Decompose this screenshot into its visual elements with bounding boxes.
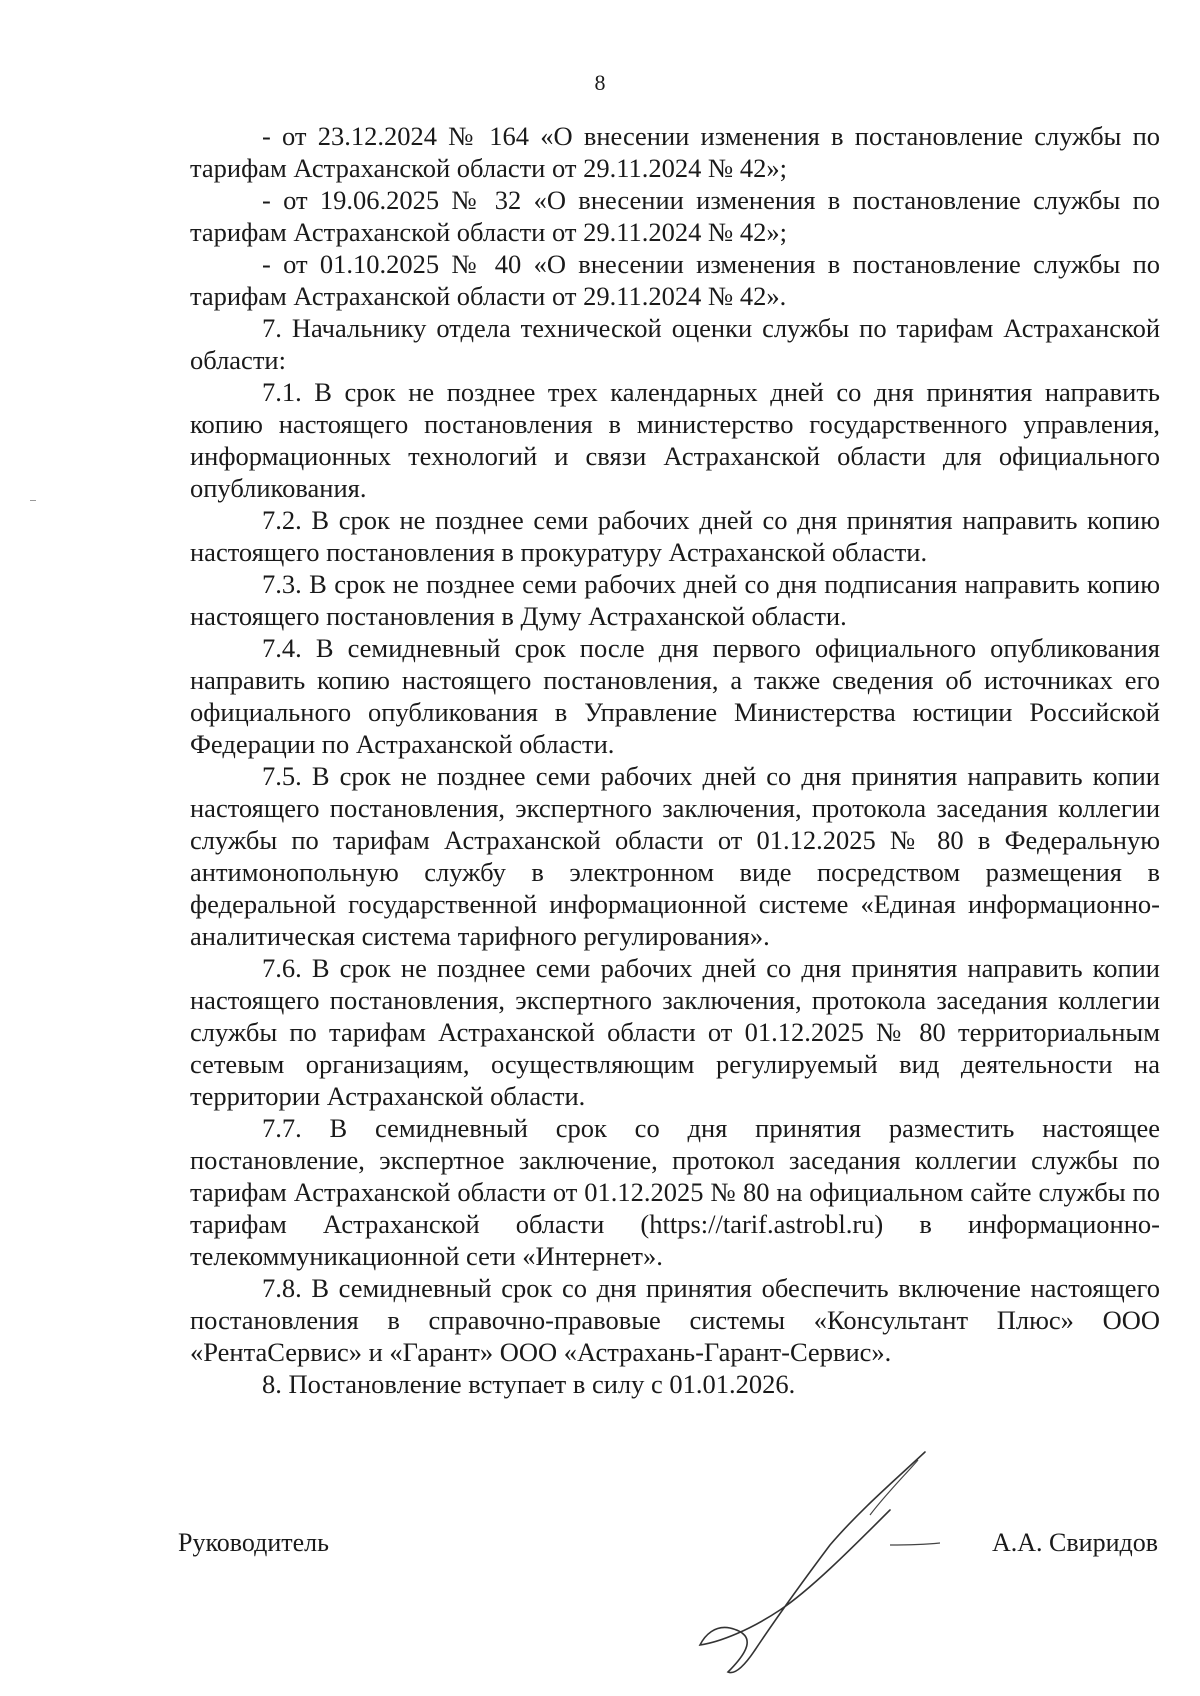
signatory-title: Руководитель bbox=[178, 1528, 329, 1557]
paragraph-7-6: 7.6. В срок не позднее семи рабочих дней со дня принятия направить копии настоящего постановления, экспертного заключения, протокола заседания коллегии службы по тарифам Астраханской области от 01.12.2025 № 80 территориальным сетевым организациям, осуществляющим регулируемый вид деятельности на территории Астраханской области. bbox=[190, 953, 1160, 1111]
paragraph-7-3: 7.3. В срок не позднее семи рабочих дней со дня подписания направить копию настоящего постановления в Думу Астраханской области. bbox=[190, 569, 1160, 631]
page-number: 8 bbox=[594, 70, 606, 95]
document-body bbox=[190, 120, 1160, 1400]
paragraph-amendment-32: - от 19.06.2025 № 32 «О внесении изменения в постановление службы по тарифам Астраханской области от 29.11.2024 № 42»; bbox=[190, 185, 1160, 247]
signature-block bbox=[178, 1528, 1158, 1568]
scan-speck bbox=[30, 500, 36, 501]
paragraph-amendment-40: - от 01.10.2025 № 40 «О внесении изменения в постановление службы по тарифам Астраханской области от 29.11.2024 № 42». bbox=[190, 249, 1160, 311]
paragraph-amendment-164: - от 23.12.2024 № 164 «О внесении изменения в постановление службы по тарифам Астраханской области от 29.11.2024 № 42»; bbox=[190, 121, 1160, 183]
signatory-name: А.А. Свиридов bbox=[991, 1528, 1158, 1557]
paragraph-7-1: 7.1. В срок не позднее трех календарных дней со дня принятия направить копию настоящего постановления в министерство государственного управления, информационных технологий и связи Астраханской области для официального опубликования. bbox=[190, 377, 1160, 503]
paragraph-7-7: 7.7. В семидневный срок со дня принятия разместить настоящее постановление, экспертное заключение, протокол заседания коллегии службы по тарифам Астраханской области от 01.12.2025 № 80 на официальном сайте службы по тарифам Астраханской области (https://tarif.astrobl.ru) в информационно-телекоммуникационной сети «Интернет». bbox=[190, 1113, 1160, 1271]
paragraph-7-4: 7.4. В семидневный срок после дня первого официального опубликования направить копию настоящего постановления, а также сведения об источниках его официального опубликования в Управление Министерства юстиции Российской Федерации по Астраханской области. bbox=[190, 633, 1160, 759]
paragraph-7: 7. Начальнику отдела технической оценки службы по тарифам Астраханской области: bbox=[190, 313, 1160, 375]
paragraph-7-5: 7.5. В срок не позднее семи рабочих дней со дня принятия направить копии настоящего постановления, экспертного заключения, протокола заседания коллегии службы по тарифам Астраханской области от 01.12.2025 № 80 в Федеральную антимонопольную службу в электронном виде посредством размещения в федеральной государственной информационной системе «Единая информационно-аналитическая система тарифного регулирования». bbox=[190, 761, 1160, 951]
paragraph-7-2: 7.2. В срок не позднее семи рабочих дней со дня принятия направить копию настоящего постановления в прокуратуру Астраханской области. bbox=[190, 505, 1160, 567]
paragraph-8: 8. Постановление вступает в силу с 01.01.2026. bbox=[262, 1369, 796, 1399]
paragraph-7-8: 7.8. В семидневный срок со дня принятия обеспечить включение настоящего постановления в справочно-правовые системы «Консультант Плюс» ООО «РентаСервис» и «Гарант» ООО «Астрахань-Гарант-Сервис». bbox=[190, 1273, 1160, 1367]
